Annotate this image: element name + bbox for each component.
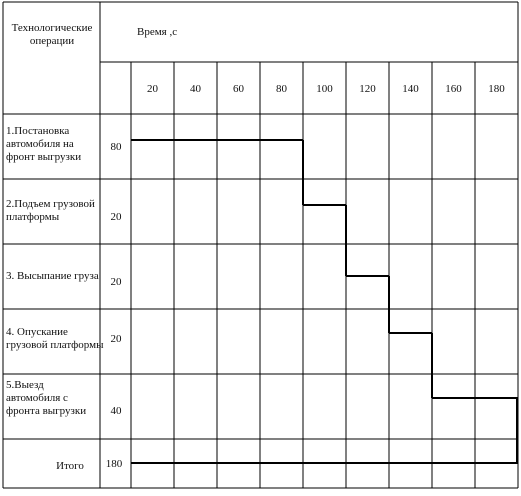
time-tick-80: 80	[276, 83, 287, 95]
time-tick-140: 140	[402, 83, 419, 95]
operation-label-5: 5.Выезд автомобиля с фронта выгрузки	[6, 379, 87, 417]
time-tick-60: 60	[233, 83, 244, 95]
operation-label-4: 4. Опускание грузовой платформы	[6, 326, 104, 351]
operation-label-1: 1.Постановка автомобиля на фронт выгрузки	[6, 125, 82, 163]
time-tick-180: 180	[488, 83, 505, 95]
time-header: Время ,с	[137, 26, 178, 38]
time-tick-20: 20	[147, 83, 158, 95]
total-duration: 180	[105, 458, 123, 470]
duration-4: 20	[110, 333, 122, 345]
duration-3: 20	[110, 276, 122, 288]
time-tick-40: 40	[190, 83, 201, 95]
time-tick-160: 160	[445, 83, 462, 95]
operation-label-3: 3. Высыпание груза	[6, 270, 99, 282]
time-tick-120: 120	[359, 83, 376, 95]
total-label: Итого	[56, 460, 84, 472]
duration-5: 40	[110, 405, 122, 417]
duration-2: 20	[110, 211, 122, 223]
operations-header: Технологические операции	[11, 22, 93, 47]
time-tick-100: 100	[316, 83, 333, 95]
operation-label-2: 2.Подъем грузовой платформы	[6, 198, 95, 223]
duration-1: 80	[110, 141, 122, 153]
